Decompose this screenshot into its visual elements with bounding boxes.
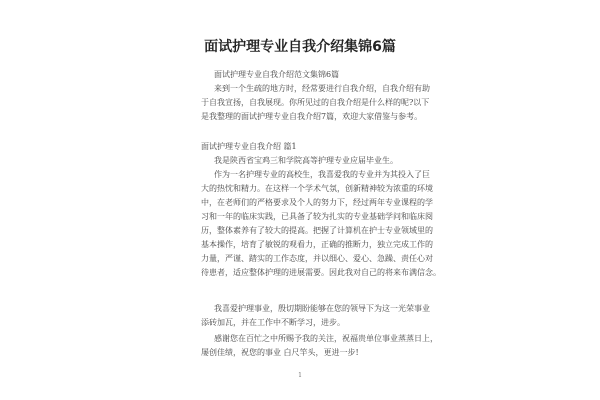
- paragraph-line: 中，在老师们的严格要求及个人的努力下，经过两年专业课程的学: [201, 198, 433, 207]
- paragraph-line: 历，整体素养有了较大的提高。把握了计算机在护士专业领域里的: [201, 226, 433, 235]
- document-subtitle: 面试护理专业自我介绍范文集锦6篇: [214, 70, 340, 79]
- paragraph-line: 作为一名护理专业的高校生，我喜爱我的专业并为其投入了巨: [214, 170, 430, 179]
- paragraph-line: 习和一年的临床实践，已具备了较为扎实的专业基础学问和临床阅: [201, 212, 433, 221]
- section-heading: 面试护理专业自我介绍 篇1: [201, 142, 297, 151]
- intro-line: 是我整理的面试护理专业自我介绍7篇，欢迎大家借鉴与参考。: [201, 112, 423, 121]
- page-number: 1: [298, 372, 302, 379]
- paragraph-line: 待患者，适应整体护理的进展需要。因此我对自己的将来布满信念。: [201, 268, 441, 277]
- intro-line: 来到一个生疏的地方时，经常要进行自我介绍，自我介绍有助: [214, 84, 430, 93]
- paragraph-line: 大的热忱和精力。在这样一个学术气氛，创新精神较为浓重的环境: [201, 184, 433, 193]
- paragraph-line: 力量，严谨、踏实的工作态度，并以细心、爱心、急躁、责任心对: [201, 254, 433, 263]
- closing-line: 添砖加瓦，并在工作中不断学习，进步。: [201, 318, 345, 327]
- paragraph-line: 我是陕西省宝鸡三和学院高等护理专业应届毕业生。: [214, 156, 398, 165]
- closing-line: 感谢您在百忙之中所赐予我的关注，祝福贵单位事业蒸蒸日上，: [214, 334, 438, 343]
- paragraph-line: 基本操作，培育了敏锐的观看力，正确的推断力，独立完成工作的: [201, 240, 433, 249]
- intro-line: 于自我宣扬，自我展现。你所见过的自我介绍是什么样的呢?以下: [201, 98, 430, 107]
- closing-line: 我喜爱护理事业，殷切期盼能够在您的领导下为这一光荣事业: [214, 304, 430, 313]
- document-title: 面试护理专业自我介绍集锦6篇: [204, 39, 396, 55]
- closing-line: 屡创佳绩，祝您的事业 白尺竿头，更进一步!: [201, 348, 359, 357]
